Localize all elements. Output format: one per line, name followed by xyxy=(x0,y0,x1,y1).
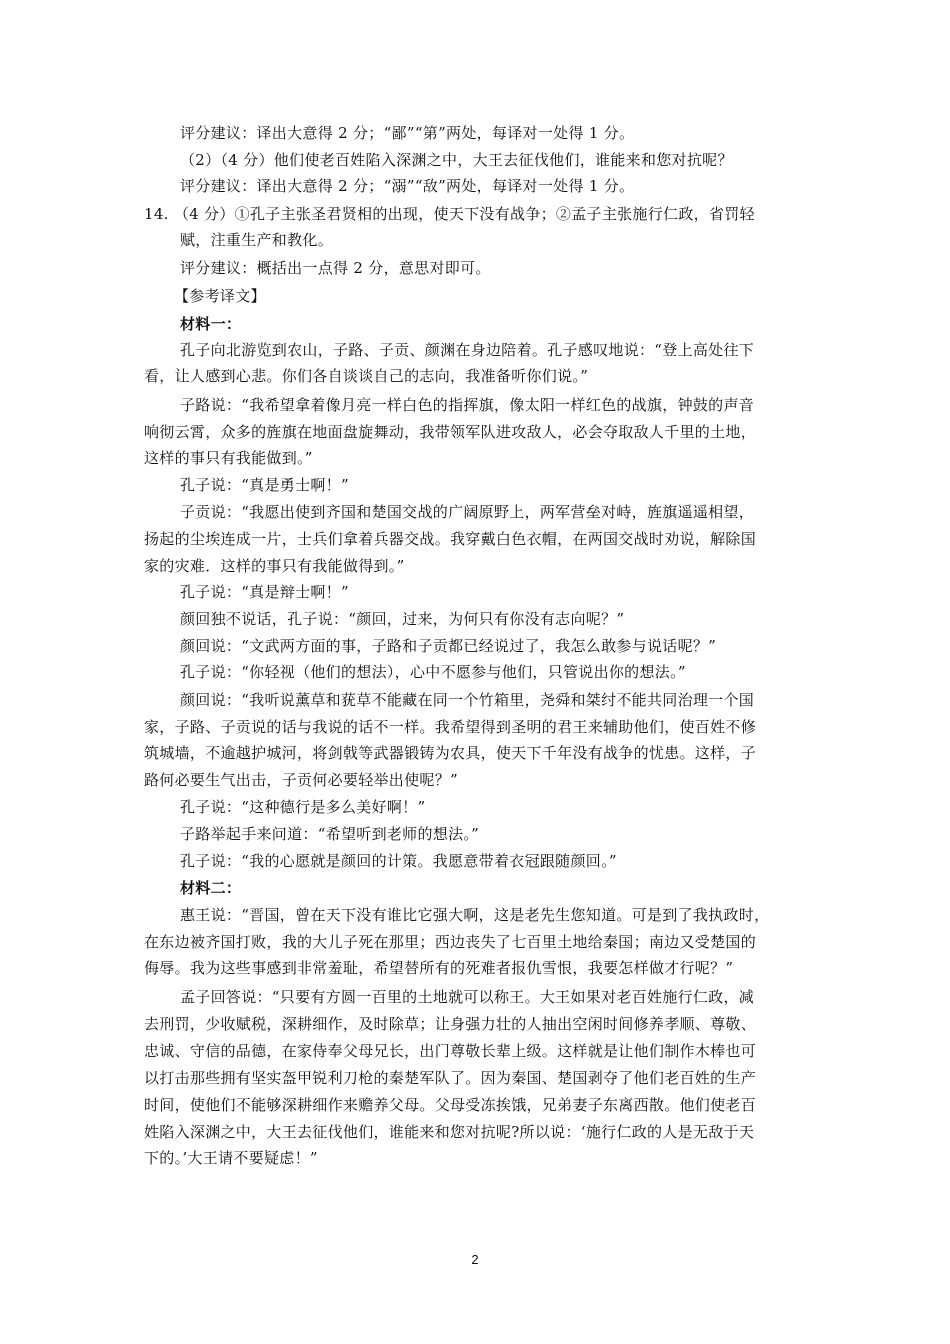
scoring-note-3: 评分建议：概括出一点得 2 分，意思对即可。 xyxy=(180,259,491,277)
paragraph-line: 侮辱。我为这些事感到非常羞耻，希望替所有的死难者报仇雪恨，我要怎样做才行呢？” xyxy=(144,959,734,977)
paragraph-line: 子路举起手来问道：“希望听到老师的想法。” xyxy=(180,825,480,843)
paragraph-line: 忠诚、守信的品德，在家侍奉父母兄长，出门尊敬长辈上级。这样就是让他们制作木棒也可 xyxy=(144,1042,757,1060)
paragraph-line: 扬起的尘埃连成一片，士兵们拿着兵器交战。我穿戴白色衣帽，在两国交战时劝说，解除国 xyxy=(144,530,757,548)
page-number: 2 xyxy=(471,1252,479,1267)
paragraph-line: 下的。’大王请不要疑虑！” xyxy=(144,1149,318,1167)
paragraph-line: 孔子向北游览到农山，子路、子贡、颜渊在身边陪着。孔子感叹地说：“登上高处往下 xyxy=(180,341,755,359)
paragraph-line: 孟子回答说：“只要有方圆一百里的土地就可以称王。大王如果对老百姓施行仁政，减 xyxy=(180,988,755,1006)
paragraph-line: 姓陷入深渊之中，大王去征伐他们，谁能来和您对抗呢?所以说：‘施行仁政的人是无敌于天 xyxy=(144,1123,755,1141)
paragraph-line: 惠王说：“晋国，曾在天下没有谁比它强大啊，这是老先生您知道。可是到了我执政时， xyxy=(180,906,770,924)
paragraph-line: 颜回说：“我听说薰草和莸草不能藏在同一个竹箱里，尧舜和桀纣不能共同治理一个国 xyxy=(180,691,755,709)
paragraph-line: 子贡说：“我愿出使到齐国和楚国交战的广阔原野上，两军营垒对峙，旌旗遥遥相望， xyxy=(180,503,755,521)
paragraph-line: 孔子说：“真是辩士啊！” xyxy=(180,583,349,601)
paragraph-line: 去刑罚，少收赋税，深耕细作，及时除草；让身强力壮的人抽出空闲时间修养孝顺、尊敬、 xyxy=(144,1015,757,1033)
paragraph-line: 孔子说：“我的心愿就是颜回的计策。我愿意带着衣冠跟随颜回。” xyxy=(180,852,617,870)
paragraph-line: 孔子说：“这种德行是多么美好啊！” xyxy=(180,798,426,816)
paragraph-line: 以打击那些拥有坚实盔甲锐利刀枪的秦楚军队了。因为秦国、楚国剥夺了他们老百姓的生产 xyxy=(144,1069,757,1087)
paragraph-line: 这样的事只有我能做到。” xyxy=(144,449,313,467)
material-two-heading: 材料二： xyxy=(180,879,242,897)
material-one-heading: 材料一： xyxy=(180,315,242,333)
paragraph-line: 看，让人感到心悲。你们各自谈谈自己的志向，我准备听你们说。” xyxy=(144,367,589,385)
reference-translation-heading: 【参考译文】 xyxy=(174,287,266,305)
paragraph-line: 响彻云霄，众多的旌旗在地面盘旋舞动，我带领军队进攻敌人，必会夺取敌人千里的土地， xyxy=(144,423,757,441)
paragraph-line: 路何必要生气出击，子贡何必要轻举出使呢？” xyxy=(144,771,458,789)
paragraph-line: 孔子说：“你轻视（他们的想法），心中不愿参与他们，只管说出你的想法。” xyxy=(180,663,686,681)
scoring-note-1: 评分建议：译出大意得 2 分；“鄙”“第”两处，每译对一处得 1 分。 xyxy=(180,124,635,142)
paragraph-line: 孔子说：“真是勇士啊！” xyxy=(180,476,349,494)
answer-14-line-1: 14. （4 分）①孔子主张圣君贤相的出现，使天下没有战争；②孟子主张施行仁政，省罚轻 xyxy=(144,205,755,223)
answer-13-2: （2）（4 分）他们使老百姓陷入深渊之中，大王去征伐他们，谁能来和您对抗呢？ xyxy=(180,151,733,169)
paragraph-line: 在东边被齐国打败，我的大儿子死在那里；西边丧失了七百里土地给秦国；南边又受楚国的 xyxy=(144,933,757,951)
paragraph-line: 颜回说：“文武两方面的事，子路和子贡都已经说过了，我怎么敢参与说话呢？” xyxy=(180,637,717,655)
paragraph-line: 筑城墙，不逾越护城河，将剑戟等武器锻铸为农具，使天下千年没有战争的忧患。这样，子 xyxy=(144,744,757,762)
paragraph-line: 时间，使他们不能够深耕细作来赡养父母。父母受冻挨饿，兄弟妻子东离西散。他们使老百 xyxy=(144,1096,757,1114)
paragraph-line: 家的灾难．这样的事只有我能做得到。” xyxy=(144,557,405,575)
scoring-note-2: 评分建议：译出大意得 2 分；“溺”“敌”两处，每译对一处得 1 分。 xyxy=(180,177,635,195)
paragraph-line: 颜回独不说话，孔子说：“颜回，过来，为何只有你没有志向呢？” xyxy=(180,610,625,628)
answer-14-line-2: 赋，注重生产和教化。 xyxy=(180,231,334,249)
paragraph-line: 家，子路、子贡说的话与我说的话不一样。我希望得到圣明的君王来辅助他们，使百姓不修 xyxy=(144,718,757,736)
paragraph-line: 子路说：“我希望拿着像月亮一样白色的指挥旗，像太阳一样红色的战旗，钟鼓的声音 xyxy=(180,396,755,414)
